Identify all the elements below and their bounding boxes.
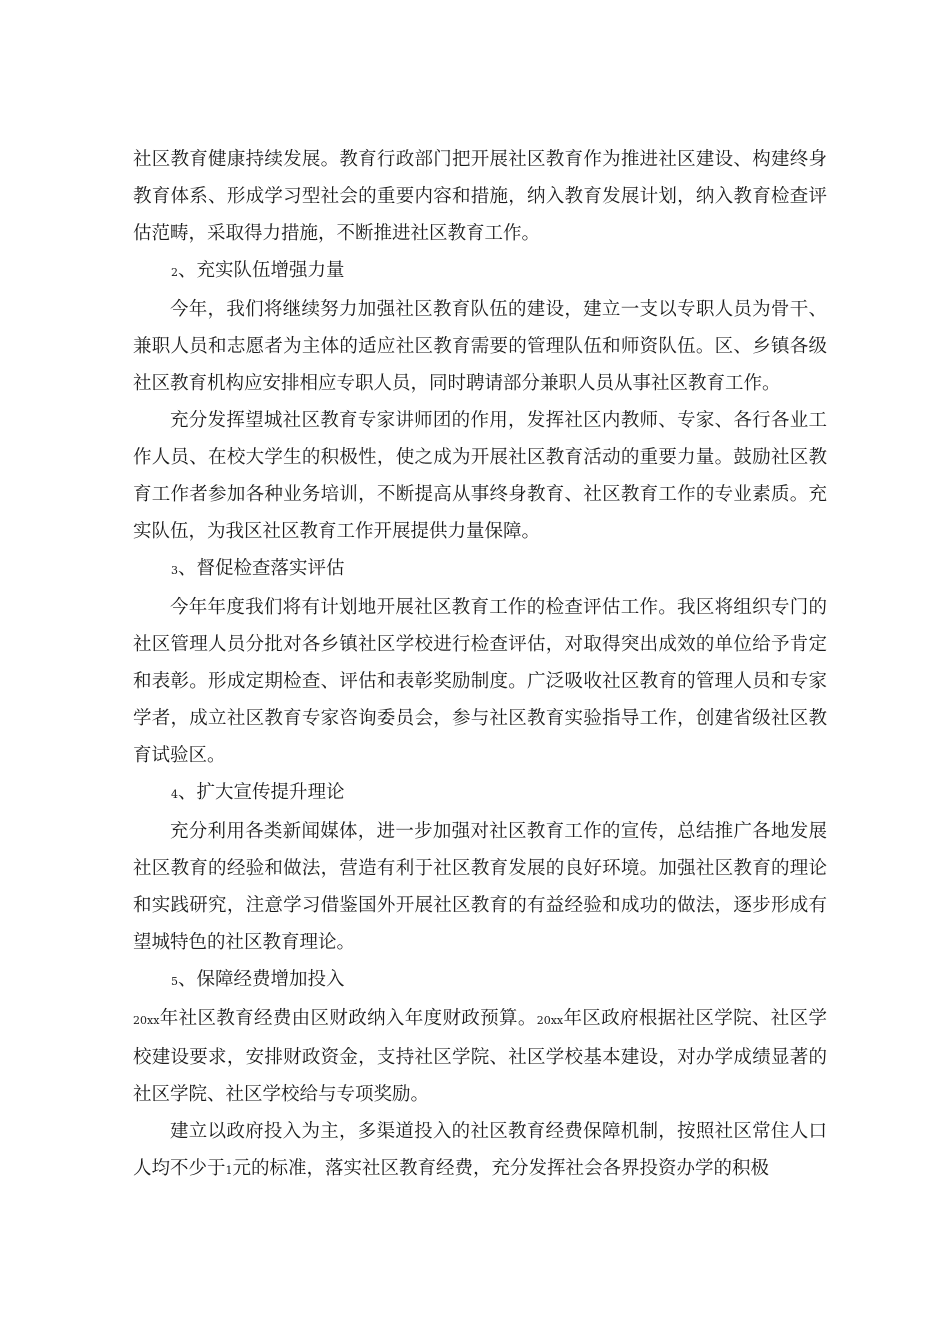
section-title: 、充实队伍增强力量 xyxy=(178,260,345,281)
body-paragraph xyxy=(133,1113,827,1189)
body-paragraph: 社区教育健康持续发展。教育行政部门把开展社区教育作为推进社区建设、构建终身教育体系、形成学习型社会的重要内容和措施，纳入教育发展计划，纳入教育检查评估范畴，采取得力措施，不断推进社区教育工作。 xyxy=(133,149,827,244)
section-number: 4 xyxy=(171,788,178,801)
body-paragraph xyxy=(133,1000,827,1113)
inline-number: 1 xyxy=(225,1164,233,1177)
section-number: 5 xyxy=(171,975,178,988)
section-title: 、扩大宣传提升理论 xyxy=(178,782,345,803)
body-paragraph: 今年，我们将继续努力加强社区教育队伍的建设，建立一支以专职人员为骨干、兼职人员和志愿者为主体的适应社区教育需要的管理队伍和师资队伍。区、乡镇各级社区教育机构应安排相应专职人员，同时聘请部分兼职人员从事社区教育工作。 xyxy=(133,299,827,394)
section-number: 2 xyxy=(171,266,178,279)
inline-number: 20xx xyxy=(536,1014,564,1027)
paragraph-text: 年社区教育经费由区财政纳入年度财政预算。 xyxy=(159,1008,537,1029)
section-heading xyxy=(133,550,827,589)
section-title: 、督促检查落实评估 xyxy=(178,558,345,579)
paragraph-text: 年区政府根据社区学院、社区学校建设要求，安排财政资金，支持社区学院、社区学校基本建设，对办学成绩显著的社区学院、社区学校给与专项奖励。 xyxy=(133,1008,827,1105)
paragraph-text: 元的标准，落实社区教育经费，充分发挥社会各界投资办学的积极 xyxy=(232,1158,770,1179)
inline-number: 20xx xyxy=(133,1014,160,1027)
document-body xyxy=(133,141,827,1189)
section-heading xyxy=(133,774,827,813)
body-paragraph: 今年年度我们将有计划地开展社区教育工作的检查评估工作。我区将组织专门的社区管理人员分批对各乡镇社区学校进行检查评估，对取得突出成效的单位给予肯定和表彰。形成定期检查、评估和表彰奖励制度。广泛吸收社区教育的管理人员和专家学者，成立社区教育专家咨询委员会，参与社区教育实验指导工作，创建省级社区教育试验区。 xyxy=(133,597,827,766)
section-number: 3 xyxy=(171,564,178,577)
section-heading xyxy=(133,961,827,1000)
body-paragraph: 充分发挥望城社区教育专家讲师团的作用，发挥社区内教师、专家、各行各业工作人员、在校大学生的积极性，使之成为开展社区教育活动的重要力量。鼓励社区教育工作者参加各种业务培训，不断提高从事终身教育、社区教育工作的专业素质。充实队伍，为我区社区教育工作开展提供力量保障。 xyxy=(133,410,827,542)
section-heading xyxy=(133,252,827,291)
body-paragraph: 充分利用各类新闻媒体，进一步加强对社区教育工作的宣传，总结推广各地发展社区教育的经验和做法，营造有利于社区教育发展的良好环境。加强社区教育的理论和实践研究，注意学习借鉴国外开展社区教育的有益经验和成功的做法，逐步形成有望城特色的社区教育理论。 xyxy=(133,821,827,953)
paragraph-text: 建立以政府投入为主，多渠道投入的社区教育经费保障机制，按照社区常住人口人均不少于 xyxy=(133,1121,827,1179)
section-title: 、保障经费增加投入 xyxy=(178,969,345,990)
